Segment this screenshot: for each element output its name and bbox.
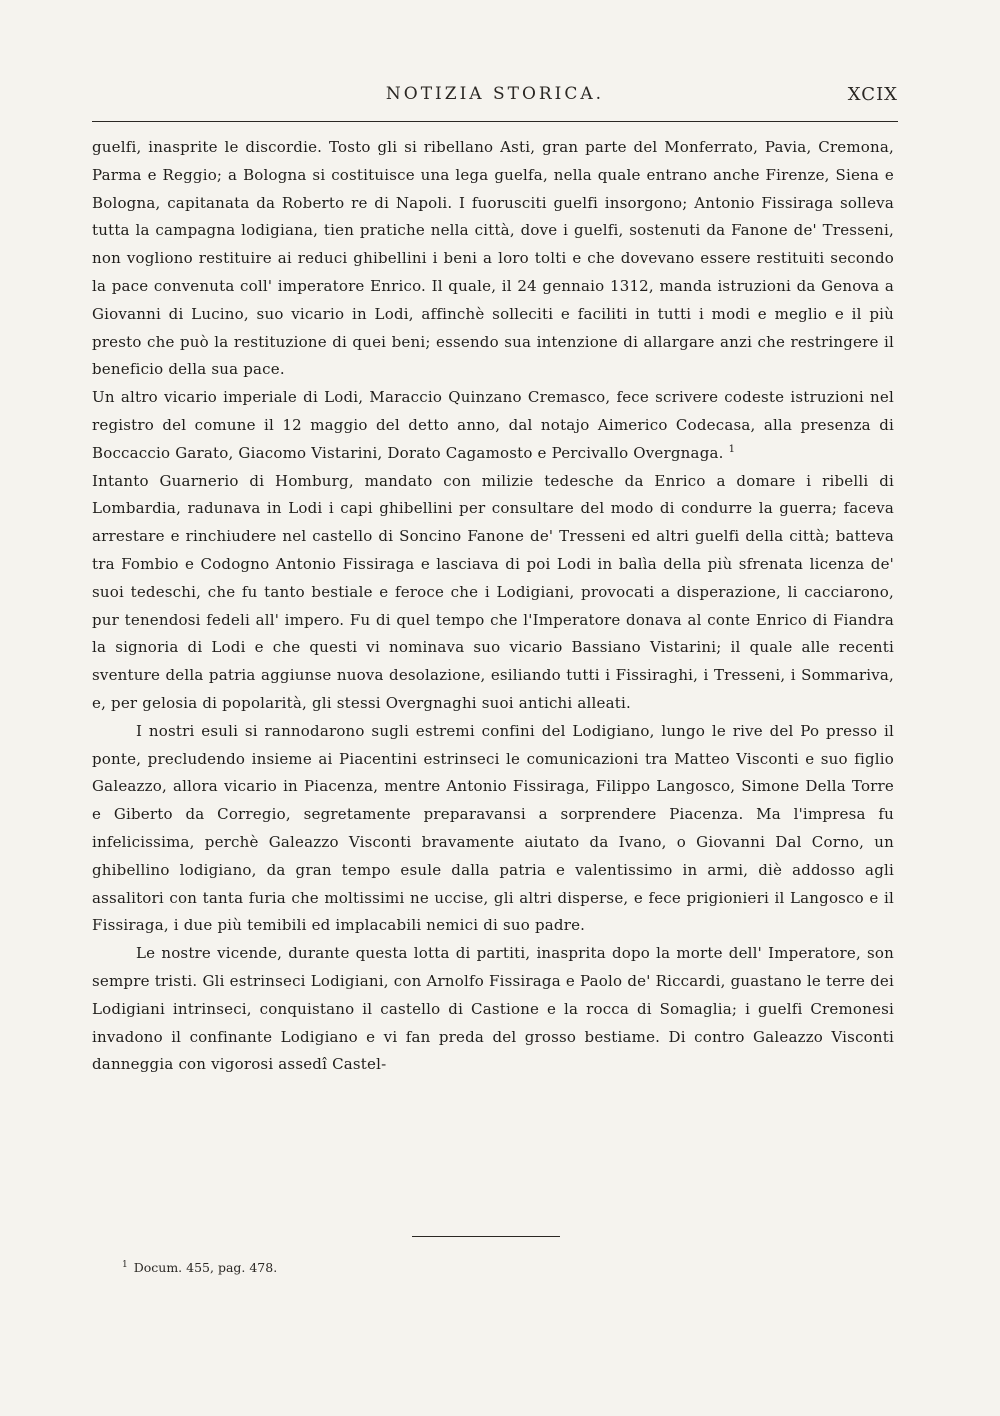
footnote-reference: 1 [728,443,736,455]
paragraph-2 [92,384,894,467]
footnote [122,1260,277,1275]
paragraph-2-text: Un altro vicario imperiale di Lodi, Maraccio Quinzano Cremasco, fece scrivere codeste istruzioni nel registro del comune il 12 maggio del detto anno, dal notajo Aimerico Codecasa, alla presenza di Boccaccio Garato, Giacomo Vistarini, Dorato Cagamosto e Percivallo Overgnaga. [92,388,894,462]
paragraph-1-text: guelfi, inasprite le discordie. Tosto gli si ribellano Asti, gran parte del Monferrato, Pavia, Cremona, Parma e Reggio; a Bologna si costituisce una lega guelfa, nella quale entrano anche Firenze, Siena e Bologna, capitanata da Roberto re di Napoli. I fuorusciti guelfi insorgono; Antonio Fissiraga solleva tutta la campagna lodigiana, tien pratiche nella città, dove i guelfi, sostenuti da Fanone de' Tresseni, non vogliono restituire ai reduci ghibellini i beni a loro tolti e che dovevano essere restituiti secondo la pace convenuta coll' imperatore Enrico. Il quale, il 24 gennaio 1312, manda istruzioni da Genova a Giovanni di Lucino, suo vicario in Lodi, affinchè solleciti e faciliti in tutti i modi e meglio e il più presto che può la restituzione di quei beni; essendo sua intenzione di allargare anzi che restringere il beneficio della sua pace. [92,138,894,379]
page-number: XCIX [847,84,898,105]
footnote-mark: 1 [122,1260,128,1270]
footnote-text: Docum. 455, pag. 478. [133,1260,278,1276]
running-head [92,84,898,110]
paragraph-5-text: Le nostre vicende, durante questa lotta di partiti, inasprita dopo la morte dell' Imperatore, son sempre tristi. Gli estrinseci Lodigiani, con Arnolfo Fissiraga e Paolo de' Riccardi, guastano le terre dei Lodigiani intrinseci, conquistano il castello di Castione e la rocca di Somaglia; i guelfi Cremonesi invadono il confinante Lodigiano e vi fan preda del grosso bestiame. Di contro Galeazzo Visconti danneggia con vigorosi assedî Castel- [92,944,894,1074]
running-title: NOTIZIA STORICA. [385,84,605,104]
paragraph-4 [92,718,894,940]
paragraph-5 [92,940,894,1079]
paragraph-3 [92,468,894,718]
header-rule [92,121,898,122]
paragraph-4-text: I nostri esuli si rannodarono sugli estremi confini del Lodigiano, lungo le rive del Po presso il ponte, precludendo insieme ai Piacentini estrinseci le comunicazioni tra Matteo Visconti e suo figlio Galeazzo, allora vicario in Piacenza, mentre Antonio Fissiraga, Filippo Langosco, Simone Della Torre e Giberto da Corregio, segretamente preparavansi a sorprendere Piacenza. Ma l'impresa fu infelicissima, perchè Galeazzo Visconti bravamente aiutato da Ivano, o Giovanni Dal Corno, un ghibellino lodigiano, da gran tempo esule dalla patria e valentissimo in armi, diè addosso agli assalitori con tanta furia che moltissimi ne uccise, gli altri disperse, e fece prigionieri il Langosco e il Fissiraga, i due più temibili ed implacabili nemici di suo padre. [92,721,894,935]
body-text [92,134,894,1079]
paragraph-3-text: Intanto Guarnerio di Homburg, mandato con milizie tedesche da Enrico a domare i ribelli di Lombardia, radunava in Lodi i capi ghibellini per consultare del modo di condurre la guerra; faceva arrestare e rinchiudere nel castello di Soncino Fanone de' Tresseni ed altri guelfi della città; batteva tra Fombio e Codogno Antonio Fissiraga e lasciava di poi Lodi in balìa della più sfrenata licenza de' suoi tedeschi, che fu tanto bestiale e feroce che i Lodigiani, provocati a disperazione, li cacciarono, pur tenendosi fedeli all' impero. Fu di quel tempo che l'Imperatore donava al conte Enrico di Fiandra la signoria di Lodi e che questi vi nominava suo vicario Bassiano Vistarini; il quale alle recenti sventure della patria aggiunse nuova desolazione, esiliando tutti i Fissiraghi, i Tresseni, i Sommariva, e, per gelosia di popolarità, gli stessi Overgnaghi suoi antichi alleati. [92,471,894,712]
footnote-rule [412,1236,560,1237]
paragraph-1 [92,134,894,384]
